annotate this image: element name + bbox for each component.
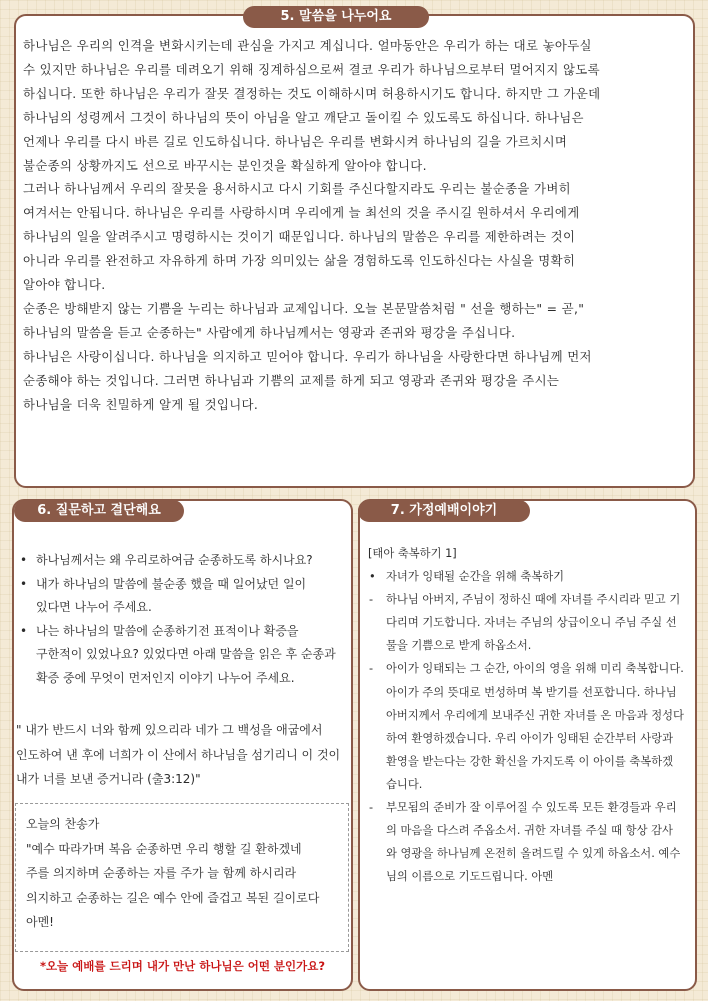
prayer-line: 습니다.	[386, 777, 423, 791]
sermon-line: 하나님의 성령께서 그것이 하나님의 뜻이 아님을 알고 깨닫고 돌이킬 수 있도록도 하십니다. 하나님은	[23, 109, 584, 125]
prayer-line: 아이가 주의 뜻대로 번성하며 복 받기를 선포합니다. 하나님	[386, 685, 677, 699]
section-5-title: 5. 말씀을 나누어요	[243, 6, 429, 28]
prayer-line: 환영을 받는다는 강한 확신을 가지도록 이 아이를 축복하겠	[386, 754, 674, 768]
sermon-line: 하나님의 말씀을 듣고 순종하는" 사람에게 하나님께서는 영광과 존귀와 평강을 주십니다.	[23, 324, 516, 340]
prayer-line: 아버지께서 우리에게 보내주신 귀한 자녀를 온 마음과 정성다	[386, 708, 684, 722]
bullet-icon: •	[20, 576, 28, 591]
question-item	[18, 573, 348, 620]
question-line: 내가 하나님의 말씀에 불순종 했을 때 일어났던 일이	[36, 576, 307, 591]
sermon-line: 알아야 합니다.	[23, 277, 106, 293]
family-worship-text	[368, 542, 693, 888]
prayer-bullet	[368, 565, 693, 588]
hymn-line: "예수 따라가며 복음 순종하면 우리 행할 길 환하겠네	[26, 841, 302, 856]
question-line: 있다면 나누어 주세요.	[36, 600, 152, 614]
bible-verse	[16, 718, 350, 792]
sermon-line: 불순종의 상황까지도 선으로 바꾸시는 분인것을 확실하게 알아야 합니다.	[23, 157, 427, 173]
prayer-line: 부모됨의 준비가 잘 이루어질 수 있도록 모든 환경들과 우리	[386, 801, 677, 815]
closing-question: *오늘 예배를 드리며 내가 만난 하나님은 어떤 분인가요?	[39, 959, 326, 973]
question-item	[18, 549, 348, 573]
prayer-bullet-text: 자녀가 잉태될 순간을 위해 축복하기	[386, 570, 565, 584]
sermon-line: 하나님은 우리의 인격을 변화시키는데 관심을 가지고 계십니다. 얼마동안은 우리가 하는 대로 놓아두실	[23, 38, 592, 53]
sermon-line: 여겨서는 안됩니다. 하나님은 우리를 사랑하시며 우리에게 늘 최선의 것을 주시길 원하셔서 우리에게	[23, 205, 580, 221]
prayer-line: 아이가 잉태되는 그 순간, 아이의 영을 위해 미리 축복합니다.	[386, 662, 684, 676]
sermon-line: 언제나 우리를 다시 바른 길로 인도하십니다. 하나님은 우리를 변화시켜 하나님의 길을 가르치시며	[23, 133, 568, 149]
question-line: 구한적이 있었나요? 있었다면 아래 말씀을 읽은 후 순종과	[36, 647, 336, 661]
sermon-line: 하나님을 더욱 친밀하게 알게 될 것입니다.	[23, 396, 259, 412]
sermon-line: 순종해야 하는 것입니다. 그러면 하나님과 기쁨의 교제를 하게 되고 영광과 존귀와 평강을 주시는	[23, 372, 560, 388]
prayer-line: 다리며 기도합니다. 자녀는 주님의 상급이오니 주님 주실 선	[386, 616, 677, 630]
sermon-text	[23, 34, 683, 417]
question-line: 하나님께서는 왜 우리로하여금 순종하도록 하시나요?	[36, 553, 313, 567]
dash-icon: -	[369, 593, 374, 607]
verse-line: 인도하여 낸 후에 너희가 이 산에서 하나님을 섬기리니 이 것이	[16, 747, 341, 762]
prayer-line: 의 마음을 다스려 주옵소서. 귀한 자녀를 주실 때 항상 감사	[386, 824, 673, 838]
bullet-icon: •	[20, 623, 28, 638]
hymn-box	[15, 803, 349, 952]
sermon-line: 하나님의 일을 알려주시고 명령하시는 것이기 때문입니다. 하나님의 말씀은 우리를 제한하려는 것이	[23, 229, 576, 245]
prayer-heading: [태아 축복하기 1]	[368, 547, 457, 560]
prayer-line: 님의 이름으로 기도드립니다. 아멘	[386, 870, 554, 884]
verse-line: " 내가 반드시 너와 함께 있으리라 네가 그 백성을 애굽에서	[16, 723, 323, 737]
verse-line: 내가 너를 보낸 증거니라 (출3:12)"	[16, 772, 201, 786]
sermon-line: 아니라 우리를 완전하고 자유하게 하며 가장 의미있는 삶을 경험하도록 인도하신다는 사실을 명확히	[23, 253, 576, 269]
hymn-heading: 오늘의 찬송가	[26, 817, 100, 831]
prayer-item	[368, 657, 693, 796]
hymn-line: 아멘!	[26, 915, 54, 929]
question-list	[18, 549, 348, 690]
prayer-item	[368, 588, 693, 657]
prayer-line: 하나님 아버지, 주님이 정하신 때에 자녀를 주시리라 믿고 기	[386, 593, 681, 607]
prayer-line: 하여 환영하겠습니다. 우리 아이가 잉태된 순간부터 사랑과	[386, 731, 674, 745]
dash-icon: -	[369, 801, 374, 815]
section-6-title: 6. 질문하고 결단해요	[14, 500, 184, 522]
section-7-title: 7. 가정예배이야기	[358, 500, 530, 522]
question-line: 확증 중에 무엇이 먼저인지 이야기 나누어 주세요.	[36, 670, 295, 685]
sermon-line: 수 있지만 하나님은 우리를 데려오기 위해 징계하심으로써 결코 우리가 하나님으로부터 멀어지지 않도록	[23, 61, 600, 77]
sermon-line: 하십니다. 또한 하나님은 우리가 잘못 결정하는 것도 이해하시며 허용하시기도 합니다. 하지만 그 가운데	[23, 85, 601, 101]
question-item	[18, 620, 348, 691]
sermon-line: 하나님은 사랑이십니다. 하나님을 의지하고 믿어야 합니다. 우리가 하나님을 사랑한다면 하나님께 먼저	[23, 348, 592, 364]
hymn-line: 의지하고 순종하는 길은 예수 안에 즐겁고 복된 길이로다	[26, 890, 320, 905]
sermon-line: 그러나 하나님께서 우리의 잘못을 용서하시고 다시 기회를 주신다할지라도 우리는 불순종을 가벼히	[23, 181, 571, 197]
prayer-line: 물을 기쁨으로 받게 하옵소서.	[386, 639, 532, 653]
bullet-icon: •	[20, 553, 28, 567]
hymn-line: 주를 의지하며 순종하는 자를 주가 늘 함께 하시리라	[26, 866, 297, 880]
prayer-item	[368, 796, 693, 888]
question-line: 나는 하나님의 말씀에 순종하기전 표적이나 확증을	[36, 623, 299, 638]
dash-icon: -	[369, 662, 374, 676]
bullet-icon: •	[369, 570, 376, 584]
sermon-line: 순종은 방해받지 않는 기쁨을 누리는 하나님과 교제입니다. 오늘 본문말씀처럼 " 선을 행하는" = 곧,"	[23, 300, 585, 316]
prayer-line: 와 영광을 하나님께 온전히 올려드릴 수 있게 하옵소서. 예수	[386, 847, 681, 861]
